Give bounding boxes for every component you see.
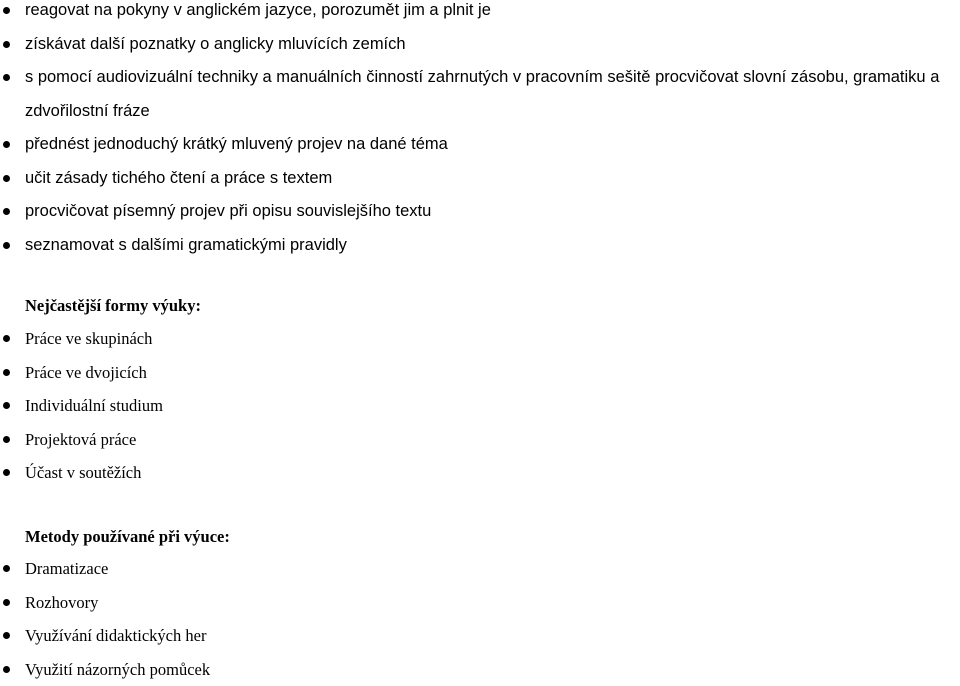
bullet-icon xyxy=(3,242,10,249)
bullet-icon xyxy=(3,208,10,215)
list-item-text: Využívání didaktických her xyxy=(25,626,206,645)
list-item-text: s pomocí audiovizuální techniky a manuálních činností zahrnutých v pracovním sešitě procvičovat slovní zásobu, gramatiku a xyxy=(25,68,939,86)
bullet-icon xyxy=(3,41,10,48)
bullet-icon xyxy=(3,175,10,182)
list-item-text: získávat další poznatky o anglicky mluvících zemích xyxy=(25,35,406,53)
bullet-icon xyxy=(3,369,10,376)
goals-list xyxy=(0,0,939,262)
list-item xyxy=(0,229,939,263)
bullet-icon xyxy=(3,599,10,606)
list-item xyxy=(0,653,210,686)
list-item-text: Individuální studium xyxy=(25,396,163,415)
list-item xyxy=(0,162,939,196)
list-item-text: zdvořilostní fráze xyxy=(25,102,150,120)
bullet-icon xyxy=(3,7,10,14)
forms-heading: Nejčastější formy výuky: xyxy=(25,296,201,316)
bullet-icon xyxy=(3,666,10,673)
list-item-text: Práce ve dvojicích xyxy=(25,363,147,382)
list-item-text: učit zásady tichého čtení a práce s textem xyxy=(25,169,332,187)
bullet-icon xyxy=(3,335,10,342)
list-item xyxy=(0,0,939,28)
list-item-text: reagovat na pokyny v anglickém jazyce, porozumět jim a plnit je xyxy=(25,1,491,19)
list-item-continuation xyxy=(0,95,939,129)
list-item xyxy=(0,195,939,229)
list-item xyxy=(0,61,939,95)
list-item-text: Účast v soutěžích xyxy=(25,463,141,482)
list-item xyxy=(0,619,210,653)
list-item-text: seznamovat s dalšími gramatickými pravidly xyxy=(25,236,347,254)
list-item-text: Využití názorných pomůcek xyxy=(25,660,210,679)
list-item xyxy=(0,586,210,620)
list-item-text: přednést jednoduchý krátký mluvený projev na dané téma xyxy=(25,135,448,153)
list-item xyxy=(0,552,210,586)
list-item-text: procvičovat písemný projev při opisu souvislejšího textu xyxy=(25,202,431,220)
methods-list xyxy=(0,552,210,686)
methods-heading: Metody používané při výuce: xyxy=(25,527,230,547)
list-item-text: Práce ve skupinách xyxy=(25,329,152,348)
bullet-icon xyxy=(3,141,10,148)
list-item xyxy=(0,322,163,356)
bullet-icon xyxy=(3,632,10,639)
bullet-icon xyxy=(3,402,10,409)
list-item xyxy=(0,128,939,162)
list-item xyxy=(0,423,163,457)
list-item xyxy=(0,389,163,423)
list-item xyxy=(0,356,163,390)
list-item-text: Dramatizace xyxy=(25,559,108,578)
bullet-icon xyxy=(3,565,10,572)
list-item-text: Projektová práce xyxy=(25,430,136,449)
list-item xyxy=(0,456,163,490)
forms-list xyxy=(0,322,163,490)
bullet-icon xyxy=(3,436,10,443)
bullet-icon xyxy=(3,74,10,81)
list-item-text: Rozhovory xyxy=(25,593,98,612)
list-item xyxy=(0,28,939,62)
bullet-icon xyxy=(3,469,10,476)
